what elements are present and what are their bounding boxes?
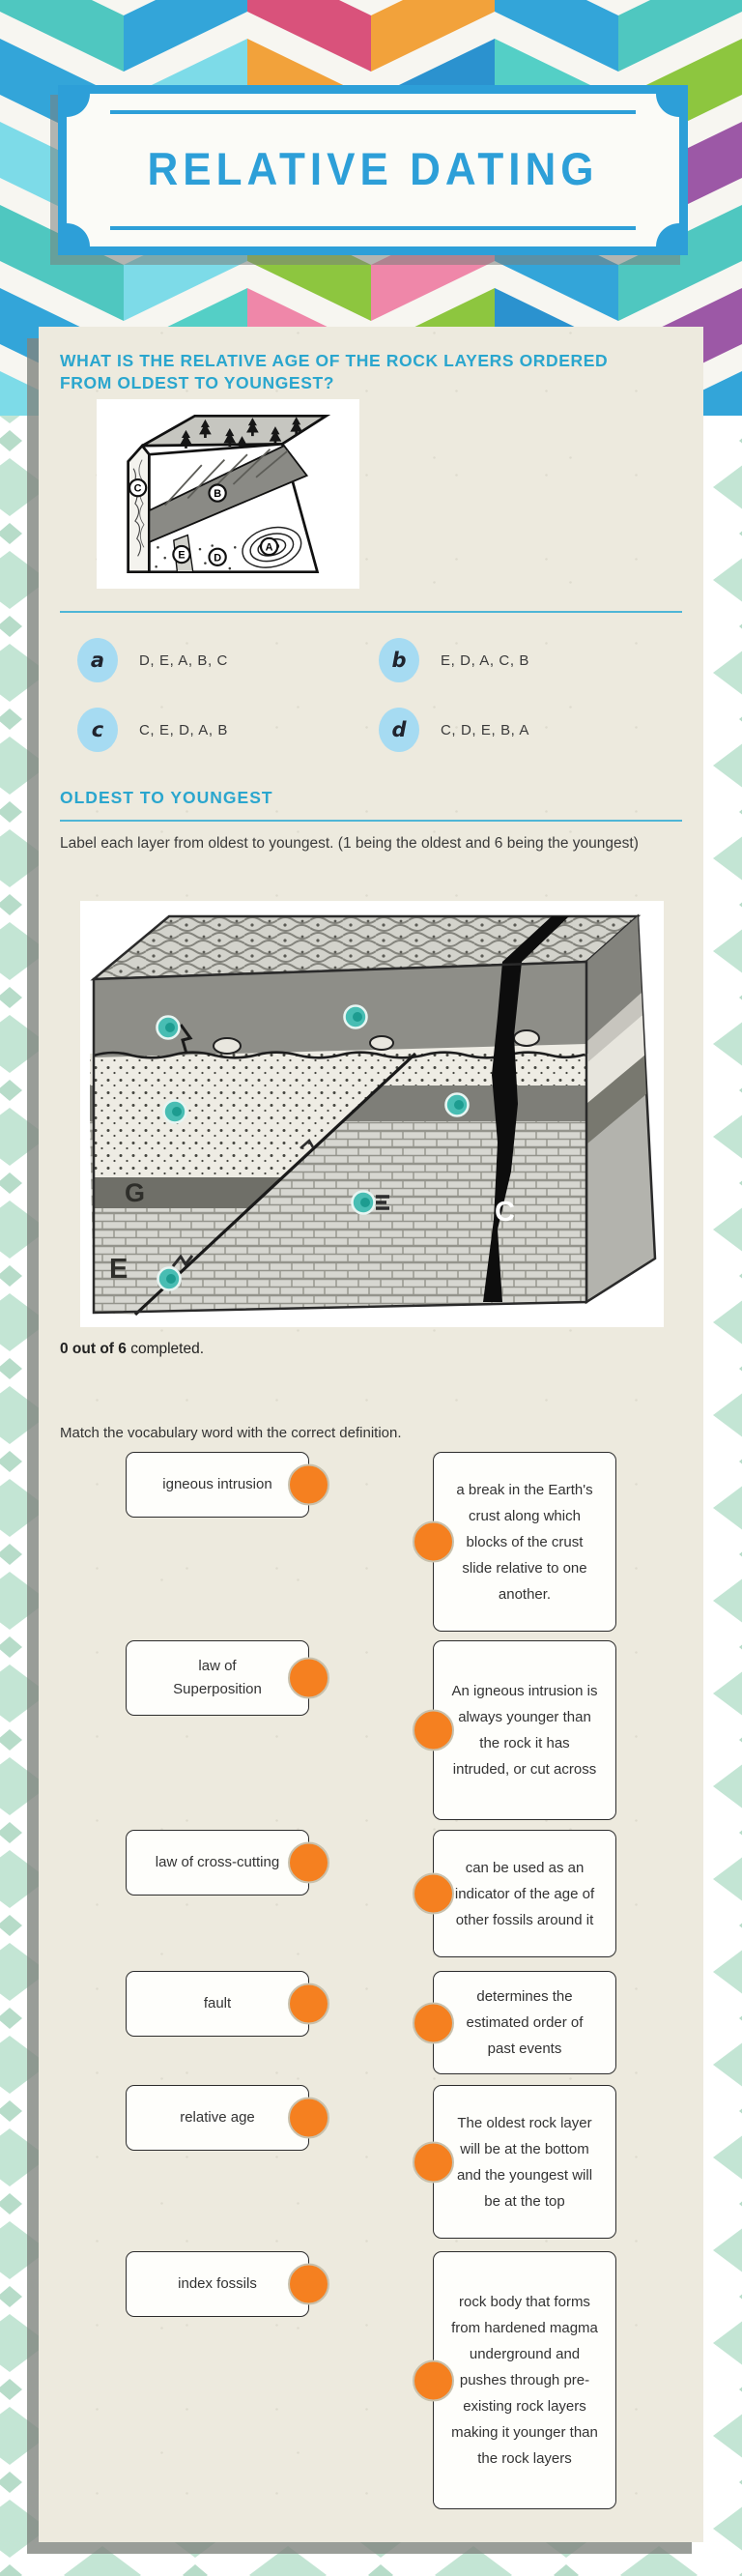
layer-label-G: G [125,1178,146,1207]
definition-box: can be used as an indicator of the age of other fossils around it [433,1830,616,1957]
word-drag-handle[interactable] [288,1842,329,1884]
progress-count: 0 out of 6 [60,1341,127,1357]
vocab-word-box: law of cross-cutting [126,1830,309,1896]
answer-options [77,636,676,754]
cross-section-diagram [80,901,664,1327]
layer-marker-1[interactable] [157,1017,180,1039]
definition-drag-handle[interactable] [413,1873,454,1915]
definition-box: The oldest rock layer will be at the bottom and the youngest will be at the top [433,2085,616,2239]
definition-drag-handle[interactable] [413,1521,454,1563]
layer-marker-6[interactable] [158,1268,181,1290]
word-drag-handle[interactable] [288,2264,329,2305]
word-drag-handle[interactable] [288,1983,329,2025]
label-A: A [265,541,273,554]
label-C: C [133,482,142,495]
definition-box: rock body that forms from hardened magma underground and pushes through pre-existing rock layers making it younger than the rock layers [433,2251,616,2509]
label-D: D [214,552,222,564]
option-b[interactable] [379,636,676,684]
option-d-label: C, D, E, B, A [441,721,529,738]
vocab-word-box: igneous intrusion [126,1452,309,1518]
title-plaque [58,85,688,255]
option-a-label: D, E, A, B, C [139,651,228,669]
word-drag-handle[interactable] [288,1658,329,1699]
vocab-word-box: relative age [126,2085,309,2151]
vocab-word-box: law of Superposition [126,1640,309,1716]
definition-drag-handle[interactable] [413,2141,454,2183]
definition-box: a break in the Earth's crust along which blocks of the crust slide relative to one another. [433,1452,616,1632]
definition-drag-handle[interactable] [413,1710,454,1751]
vocab-word-box: index fossils [126,2251,309,2317]
rock-layers-illustration [97,399,359,589]
plaque-rule [110,110,636,114]
plaque-corner-ornament [656,94,679,117]
plaque-corner-ornament [67,94,90,117]
option-c-label: C, E, D, A, B [139,721,228,738]
page-title: RELATIVE DATING [147,144,599,195]
section-instructions: Label each layer from oldest to youngest. (1 being the oldest and 6 being the youngest) [60,835,639,852]
plaque-rule [110,226,636,230]
cross-section-activity-image [80,901,664,1327]
layer-marker-2[interactable] [345,1006,367,1028]
option-a[interactable] [77,636,379,684]
plaque-corner-ornament [67,223,90,246]
option-b-circle[interactable]: b [379,638,419,682]
section-underline [60,820,682,822]
layer-marker-5[interactable] [353,1192,375,1214]
option-c[interactable] [77,706,379,754]
definition-box: determines the estimated order of past events [433,1971,616,2074]
rock-layers-question-image [97,399,359,589]
plaque-corner-ornament [656,223,679,246]
layer-marker-4[interactable] [446,1094,469,1116]
definition-drag-handle[interactable] [413,2359,454,2401]
label-B: B [214,488,222,501]
option-d-circle[interactable]: d [379,708,419,752]
vocab-word-box: fault [126,1971,309,2037]
worksheet-card [39,327,703,2542]
progress-status: 0 out of 6 completed. [60,1341,205,1357]
word-drag-handle[interactable] [288,2098,329,2139]
layer-label-C: C [495,1197,515,1228]
word-drag-handle[interactable] [288,1464,329,1506]
section-heading: OLDEST TO YOUNGEST [60,788,273,807]
layer-marker-3[interactable] [164,1101,186,1123]
matching-instructions: Match the vocabulary word with the correct definition. [60,1425,402,1441]
label-E: E [178,549,186,562]
option-c-circle[interactable]: c [77,708,118,752]
layer-label-E: E [109,1254,128,1285]
definition-drag-handle[interactable] [413,2002,454,2043]
question-heading: WHAT IS THE RELATIVE AGE OF THE ROCK LAYERS ORDERED FROM OLDEST TO YOUNGEST? [60,351,609,392]
definition-box: An igneous intrusion is always younger than the rock it has intruded, or cut across [433,1640,616,1820]
option-a-circle[interactable]: a [77,638,118,682]
divider [60,611,682,613]
option-d[interactable] [379,706,676,754]
option-b-label: E, D, A, C, B [441,651,529,669]
